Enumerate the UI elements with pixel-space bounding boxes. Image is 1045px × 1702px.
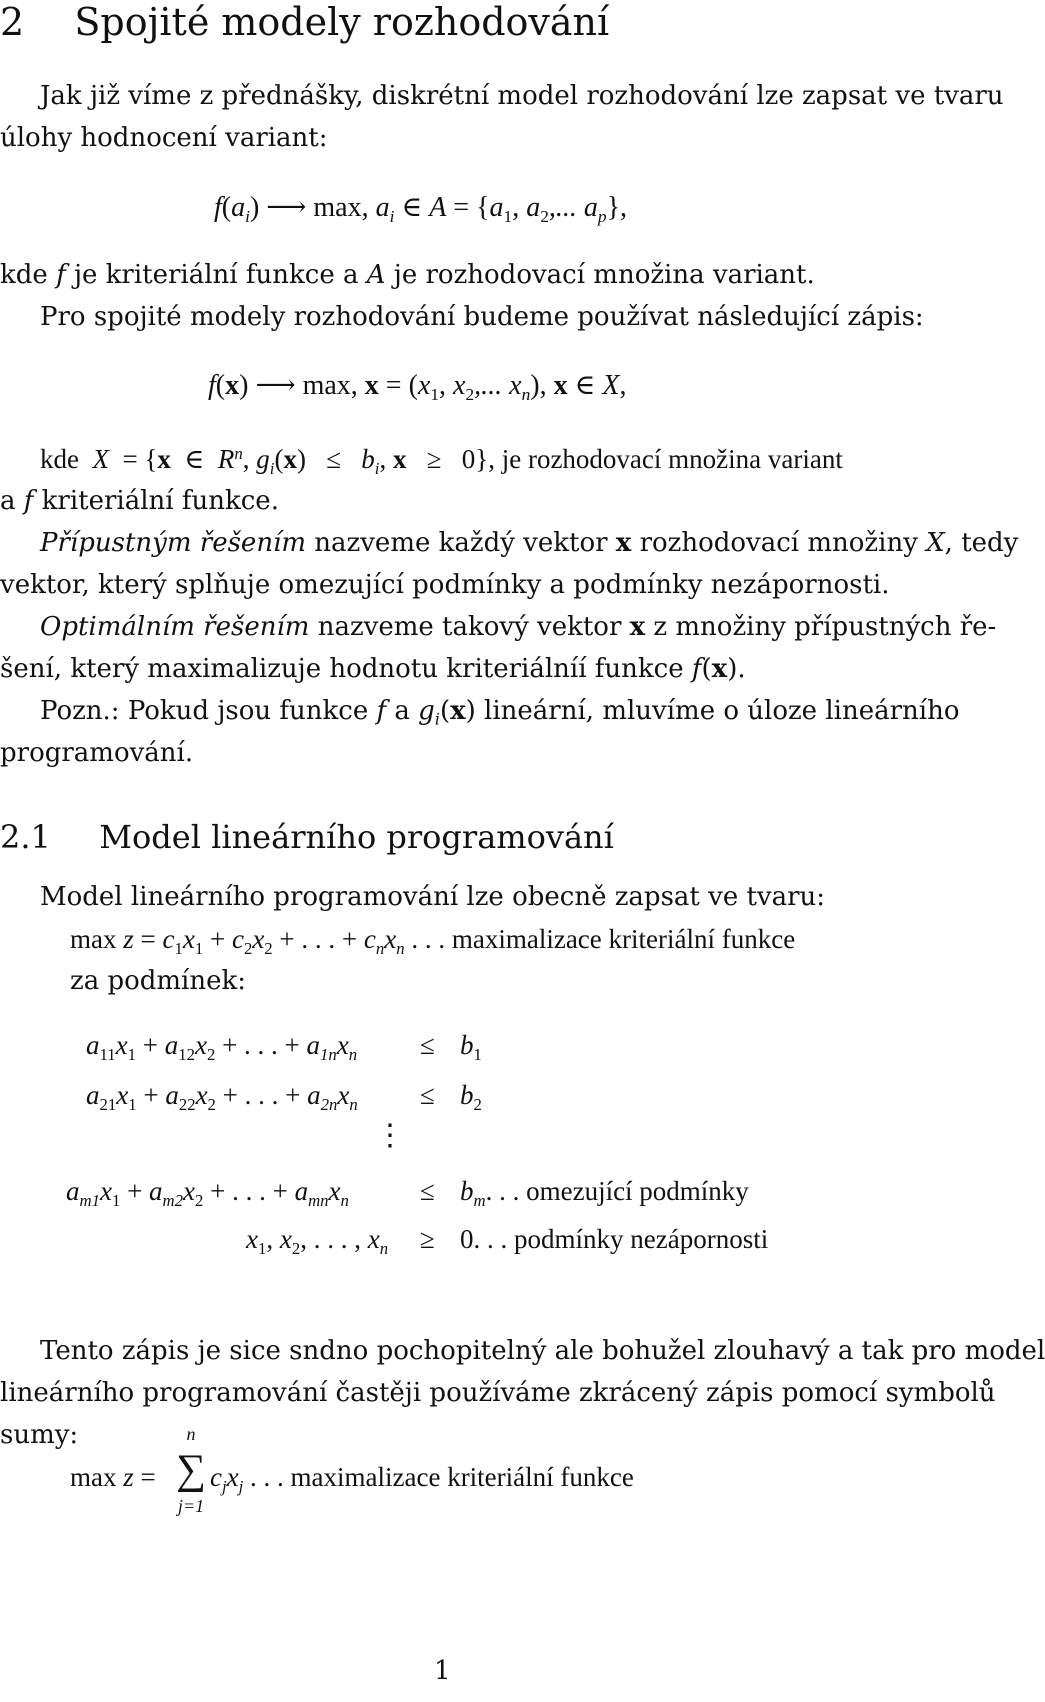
sum-lower-limit: j=1	[177, 1496, 205, 1516]
constraint-row-1-rhs: $b_1$	[460, 1030, 482, 1064]
after-discrete-line-1: kde f je kriteriální funkce a A je rozhodovací množina variant.	[0, 260, 815, 290]
vertical-dots: ⋮	[375, 1119, 405, 1152]
section-title: Spojité modely rozhodování	[74, 0, 610, 44]
closing-line-3: sumy:	[0, 1420, 79, 1450]
sum-objective-left: max z =	[70, 1462, 156, 1492]
sum-objective-term: $c_jx_j$ . . . maximalizace kriteriální funkce	[210, 1462, 634, 1496]
objective-function: $\max z = c_1x_1 + c_2x_2$ + . . . + $c_nx_n$ . . . maximalizace kriteriální funkce	[70, 924, 796, 958]
constraint-row-m-rhs: $b_m$. . . omezující podmínky	[460, 1176, 749, 1210]
intro-line-1: Jak již víme z přednášky, diskrétní model rozhodování lze zapsat ve tvaru	[40, 81, 1004, 111]
subsection-title: Model lineárního programování	[99, 818, 614, 856]
optimal-definition-line-1: Optimálním řešením nazveme takový vektor x z množiny přípustných ře-	[40, 612, 997, 642]
subject-to-label: za podmínek:	[70, 966, 247, 996]
note-line-2: programování.	[0, 738, 194, 768]
constraint-row-1-lhs: $a_{11}x_1 + a_{12}x_2$ + . . . + $a_{1n}x_n$	[86, 1030, 358, 1064]
subsection-heading	[0, 818, 614, 856]
sum-upper-limit: n	[186, 1424, 196, 1444]
optimal-definition-line-2: šení, který maximalizuje hodnotu kriteriálníí funkce f(x).	[0, 654, 746, 684]
constraint-row-m-relation: ≤	[420, 1176, 435, 1206]
page-number: 1	[434, 1656, 451, 1686]
section-number: 2	[0, 0, 25, 44]
sum-objective-comment: . . . maximalizace kriteriální funkce	[250, 1462, 634, 1492]
nonnegativity-comment: . . . podmínky nezápornosti	[473, 1224, 769, 1254]
constraint-row-1-relation: ≤	[420, 1030, 435, 1060]
constraints-comment: . . . omezující podmínky	[485, 1176, 749, 1206]
nonnegativity-rhs: 0. . . podmínky nezápornosti	[460, 1224, 769, 1254]
constraint-definition-line-2: a f kriteriální funkce.	[0, 486, 279, 516]
constraint-definition-line-1: kde X = {x ∈ $R^n$, $g_i(x)$ ≤ $b_i$, x ≥ 0}, je rozhodovací množina variant	[40, 443, 843, 478]
closing-line-2: lineárního programování častěji používáme zkrácený zápis pomocí symbolů	[0, 1378, 996, 1408]
nonnegativity-lhs: $x_1$, $x_2$, . . . , $x_n$	[246, 1224, 389, 1258]
feasible-definition-line-2: vektor, který splňuje omezující podmínky a podmínky nezápornosti.	[0, 570, 890, 600]
after-discrete-line-2: Pro spojité modely rozhodování budeme používat následující zápis:	[40, 302, 924, 332]
feasible-term: Přípustným řešením	[40, 528, 307, 558]
note-line-1: Pozn.: Pokud jsou funkce f a $g_i(x)$ lineární, mluvíme o úloze lineárního	[40, 696, 960, 729]
constraint-row-2-rhs: $b_2$	[460, 1080, 482, 1114]
constraint-row-2-lhs: $a_{21}x_1 + a_{22}x_2$ + . . . + $a_{2n}x_n$	[86, 1080, 358, 1114]
discrete-model-formula: $f(a_i)$ ⟶ max, $a_i$ ∈ $A = \{a_1$, $a_2$,... $a_p$},	[214, 192, 628, 227]
lp-intro: Model lineárního programování lze obecně zapsat ve tvaru:	[40, 882, 826, 912]
summation-symbol: ∑	[176, 1447, 206, 1493]
constraint-row-m-lhs: $a_{m1}x_1 + a_{m2}x_2$ + . . . + $a_{mn}x_n$	[66, 1176, 349, 1210]
constraint-row-2-relation: ≤	[420, 1080, 435, 1110]
objective-comment: . . . maximalizace kriteriální funkce	[411, 924, 796, 954]
feasible-definition-line-1: Přípustným řešením nazveme každý vektor x rozhodovací množiny X, tedy	[40, 528, 1019, 558]
intro-line-2: úlohy hodnocení variant:	[0, 123, 328, 153]
closing-line-1: Tento zápis je sice sndno pochopitelný ale bohužel zlouhavý a tak pro model	[40, 1336, 1045, 1366]
nonnegativity-relation: ≥	[420, 1224, 435, 1254]
section-heading	[0, 0, 609, 44]
continuous-model-formula: f(x) ⟶ max, $x = (x_1$, $x_2$,... $x_n$), x ∈ X,	[208, 370, 627, 405]
subsection-number: 2.1	[0, 818, 51, 856]
optimal-term: Optimálním řešením	[40, 612, 310, 642]
